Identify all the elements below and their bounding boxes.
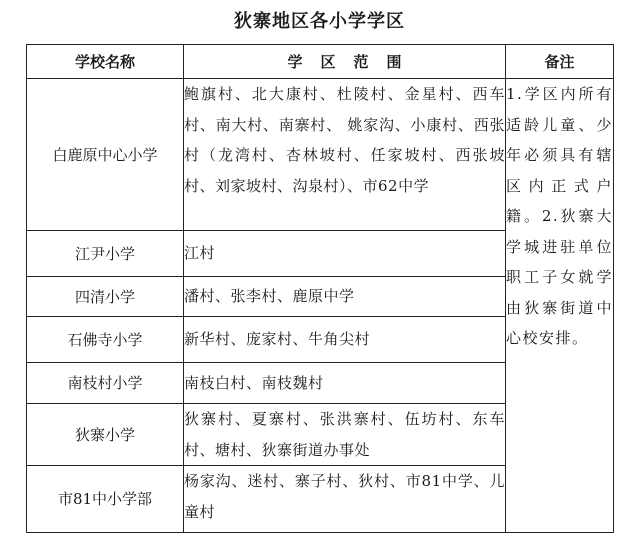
school-name-cell: 南枝村小学 xyxy=(27,363,184,404)
school-name-cell: 石佛寺小学 xyxy=(27,317,184,363)
school-district-table xyxy=(26,44,614,533)
school-name-cell: 白鹿原中心小学 xyxy=(27,79,184,231)
school-name-cell: 狄寨小学 xyxy=(27,404,184,466)
notes-cell: 1.学区内所有适龄儿童、少年必须具有辖区内正式户籍。2.狄寨大学城进驻单位职工子女就学由狄寨街道中心校安排。 xyxy=(506,79,614,533)
header-district-range: 学区范围 xyxy=(184,45,506,79)
district-range-cell: 杨家沟、迷村、寨子村、狄村、市81中学、儿童村 xyxy=(184,466,506,533)
school-name-cell: 江尹小学 xyxy=(27,231,184,277)
district-range-cell: 潘村、张李村、鹿原中学 xyxy=(184,277,506,317)
page-title: 狄寨地区各小学学区 xyxy=(234,11,405,32)
district-range-cell: 鲍旗村、北大康村、杜陵村、金星村、西车村、南大村、南寨村、 姚家沟、小康村、西张村（龙湾村、杏林坡村、任家坡村、西张坡村、刘家坡村、沟泉村）、市62中学 xyxy=(184,79,506,231)
district-range-cell: 狄寨村、夏寨村、张洪寨村、伍坊村、东车村、塘村、狄寨街道办事处 xyxy=(184,404,506,466)
school-name-cell: 四清小学 xyxy=(27,277,184,317)
header-school-name: 学校名称 xyxy=(27,45,184,79)
header-notes: 备注 xyxy=(506,45,614,79)
district-range-cell: 南枝白村、南枝魏村 xyxy=(184,363,506,404)
district-range-cell: 江村 xyxy=(184,231,506,277)
school-name-cell: 市81中小学部 xyxy=(27,466,184,533)
table-header-row xyxy=(27,45,614,79)
district-range-cell: 新华村、庞家村、牛角尖村 xyxy=(184,317,506,363)
table-row xyxy=(27,79,614,231)
